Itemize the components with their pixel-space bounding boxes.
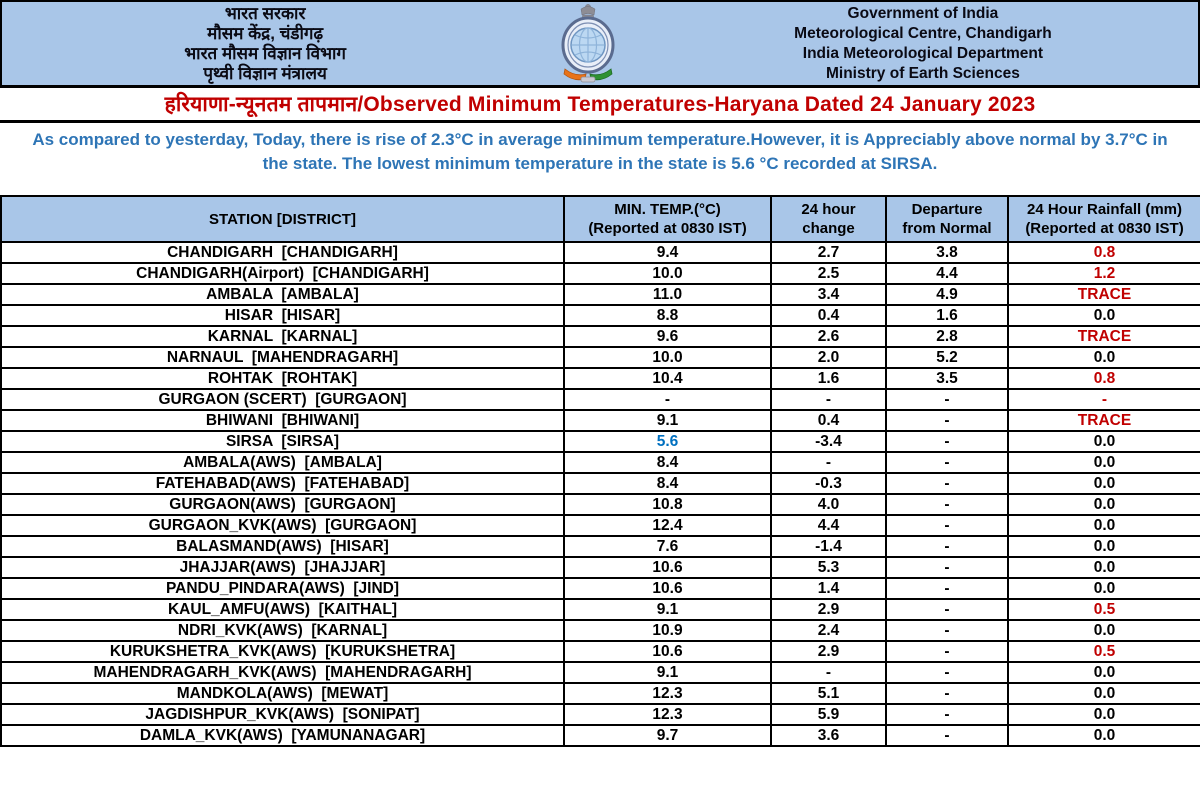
column-header-departure-line2: from Normal xyxy=(902,220,992,237)
departure-cell: - xyxy=(886,662,1008,683)
rainfall-cell: 0.0 xyxy=(1008,452,1200,473)
table-row xyxy=(1,620,1200,641)
rainfall-cell: 0.0 xyxy=(1008,347,1200,368)
min-temp-cell: 9.4 xyxy=(564,242,771,263)
station-cell: KARNAL [KARNAL] xyxy=(1,326,564,347)
min-temp-cell: 5.6 xyxy=(564,431,771,452)
station-cell: GURGAON_KVK(AWS) [GURGAON] xyxy=(1,515,564,536)
change-cell: 1.4 xyxy=(771,578,886,599)
min-temp-cell: 10.8 xyxy=(564,494,771,515)
rainfall-cell: - xyxy=(1008,389,1200,410)
change-cell: 2.9 xyxy=(771,599,886,620)
rainfall-cell: TRACE xyxy=(1008,410,1200,431)
min-temp-cell: 10.6 xyxy=(564,557,771,578)
station-cell: DAMLA_KVK(AWS) [YAMUNANAGAR] xyxy=(1,725,564,746)
departure-cell: - xyxy=(886,410,1008,431)
rainfall-cell: 0.0 xyxy=(1008,578,1200,599)
station-cell: GURGAON (SCERT) [GURGAON] xyxy=(1,389,564,410)
station-cell: MAHENDRAGARH_KVK(AWS) [MAHENDRAGARH] xyxy=(1,662,564,683)
rainfall-cell: 0.0 xyxy=(1008,515,1200,536)
column-header-departure xyxy=(886,196,1008,242)
departure-cell: - xyxy=(886,431,1008,452)
rainfall-cell: 0.0 xyxy=(1008,494,1200,515)
table-row xyxy=(1,641,1200,662)
table-header-row xyxy=(1,196,1200,242)
table-row xyxy=(1,431,1200,452)
departure-cell: - xyxy=(886,683,1008,704)
min-temp-cell: 8.8 xyxy=(564,305,771,326)
departure-cell: 5.2 xyxy=(886,347,1008,368)
rainfall-cell: 0.5 xyxy=(1008,599,1200,620)
change-cell: 5.9 xyxy=(771,704,886,725)
table-row xyxy=(1,515,1200,536)
table-row xyxy=(1,536,1200,557)
departure-cell: 3.8 xyxy=(886,242,1008,263)
min-temp-cell: 9.7 xyxy=(564,725,771,746)
bulletin-title xyxy=(0,88,1200,123)
station-cell: AMBALA [AMBALA] xyxy=(1,284,564,305)
rainfall-cell: 0.0 xyxy=(1008,662,1200,683)
table-body xyxy=(1,242,1200,746)
table-row xyxy=(1,578,1200,599)
departure-cell: - xyxy=(886,515,1008,536)
rainfall-cell: TRACE xyxy=(1008,284,1200,305)
station-cell: JAGDISHPUR_KVK(AWS) [SONIPAT] xyxy=(1,704,564,725)
min-temp-cell: 11.0 xyxy=(564,284,771,305)
departure-cell: 3.5 xyxy=(886,368,1008,389)
rainfall-cell: 0.5 xyxy=(1008,641,1200,662)
departure-cell: - xyxy=(886,641,1008,662)
hindi-line-ministry: पृथ्वी विज्ञान मंत्रालय xyxy=(203,63,327,83)
departure-cell: 4.9 xyxy=(886,284,1008,305)
column-header-min-temp xyxy=(564,196,771,242)
min-temp-cell: 10.6 xyxy=(564,641,771,662)
min-temp-cell: 12.3 xyxy=(564,704,771,725)
station-cell: GURGAON(AWS) [GURGAON] xyxy=(1,494,564,515)
min-temp-cell: 9.1 xyxy=(564,410,771,431)
rainfall-cell: 0.0 xyxy=(1008,431,1200,452)
station-cell: AMBALA(AWS) [AMBALA] xyxy=(1,452,564,473)
change-cell: -3.4 xyxy=(771,431,886,452)
table-row xyxy=(1,389,1200,410)
column-header-departure-line1: Departure xyxy=(911,201,983,218)
departure-cell: - xyxy=(886,578,1008,599)
rainfall-cell: 0.8 xyxy=(1008,242,1200,263)
table-row xyxy=(1,683,1200,704)
english-line-dept: India Meteorological Department xyxy=(802,44,1044,62)
bulletin-title-text: हरियाणा-न्यूनतम तापमान/Observed Minimum Temperatures-Haryana Dated 24 January 2023 xyxy=(164,93,1036,116)
departure-cell: - xyxy=(886,389,1008,410)
min-temp-cell: 8.4 xyxy=(564,452,771,473)
station-cell: SIRSA [SIRSA] xyxy=(1,431,564,452)
column-header-station-label: STATION [DISTRICT] xyxy=(209,210,356,228)
column-header-rainfall xyxy=(1008,196,1200,242)
table-row xyxy=(1,662,1200,683)
rainfall-cell: 0.0 xyxy=(1008,305,1200,326)
table-row xyxy=(1,242,1200,263)
station-cell: CHANDIGARH [CHANDIGARH] xyxy=(1,242,564,263)
change-cell: 5.3 xyxy=(771,557,886,578)
departure-cell: - xyxy=(886,452,1008,473)
rainfall-cell: 0.0 xyxy=(1008,683,1200,704)
rainfall-cell: 0.8 xyxy=(1008,368,1200,389)
station-cell: CHANDIGARH(Airport) [CHANDIGARH] xyxy=(1,263,564,284)
table-row xyxy=(1,347,1200,368)
rainfall-cell: 0.0 xyxy=(1008,473,1200,494)
imd-emblem-icon xyxy=(555,3,621,85)
column-header-min-temp-line1: MIN. TEMP.(°C) xyxy=(614,201,721,218)
station-cell: PANDU_PINDARA(AWS) [JIND] xyxy=(1,578,564,599)
rainfall-cell: 0.0 xyxy=(1008,536,1200,557)
table-row xyxy=(1,368,1200,389)
rainfall-cell: TRACE xyxy=(1008,326,1200,347)
min-temp-cell: 9.1 xyxy=(564,599,771,620)
hindi-line-govt: भारत सरकार xyxy=(224,3,306,23)
departure-cell: - xyxy=(886,557,1008,578)
table-row xyxy=(1,305,1200,326)
column-header-24h-change xyxy=(771,196,886,242)
min-temp-cell: 10.6 xyxy=(564,578,771,599)
station-cell: KURUKSHETRA_KVK(AWS) [KURUKSHETRA] xyxy=(1,641,564,662)
change-cell: 3.4 xyxy=(771,284,886,305)
change-cell: 2.9 xyxy=(771,641,886,662)
summary-text: As compared to yesterday, Today, there is rise of 2.3°C in average minimum temperature.However, it is Appreciably above normal by 3.7°C in the state. The lowest minimum temperature in the state is 5.6 °C recorded at SIRSA. xyxy=(32,130,1168,173)
table-header xyxy=(1,196,1200,242)
departure-cell: - xyxy=(886,725,1008,746)
column-header-24h-change-line2: change xyxy=(802,220,855,237)
table-row xyxy=(1,326,1200,347)
departure-cell: 1.6 xyxy=(886,305,1008,326)
change-cell: 1.6 xyxy=(771,368,886,389)
table-row xyxy=(1,410,1200,431)
min-temp-cell: 12.3 xyxy=(564,683,771,704)
departure-cell: - xyxy=(886,536,1008,557)
change-cell: 2.0 xyxy=(771,347,886,368)
table-row xyxy=(1,494,1200,515)
change-cell: 4.0 xyxy=(771,494,886,515)
table-row xyxy=(1,284,1200,305)
rainfall-cell: 1.2 xyxy=(1008,263,1200,284)
station-cell: MANDKOLA(AWS) [MEWAT] xyxy=(1,683,564,704)
departure-cell: - xyxy=(886,704,1008,725)
english-line-centre: Meteorological Centre, Chandigarh xyxy=(794,24,1052,42)
change-cell: - xyxy=(771,452,886,473)
min-temp-cell: 12.4 xyxy=(564,515,771,536)
change-cell: 3.6 xyxy=(771,725,886,746)
table-row xyxy=(1,473,1200,494)
table-row xyxy=(1,452,1200,473)
change-cell: - xyxy=(771,389,886,410)
min-temp-cell: 9.1 xyxy=(564,662,771,683)
column-header-station xyxy=(1,196,564,242)
rainfall-cell: 0.0 xyxy=(1008,725,1200,746)
min-temp-cell: 9.6 xyxy=(564,326,771,347)
summary-paragraph xyxy=(0,123,1200,195)
letterhead-english-block xyxy=(648,4,1198,84)
change-cell: 2.5 xyxy=(771,263,886,284)
departure-cell: - xyxy=(886,494,1008,515)
min-temp-cell: 10.9 xyxy=(564,620,771,641)
table-row xyxy=(1,557,1200,578)
rainfall-cell: 0.0 xyxy=(1008,620,1200,641)
change-cell: 0.4 xyxy=(771,305,886,326)
change-cell: -0.3 xyxy=(771,473,886,494)
station-cell: NDRI_KVK(AWS) [KARNAL] xyxy=(1,620,564,641)
station-cell: BALASMAND(AWS) [HISAR] xyxy=(1,536,564,557)
departure-cell: - xyxy=(886,473,1008,494)
change-cell: 4.4 xyxy=(771,515,886,536)
station-cell: FATEHABAD(AWS) [FATEHABAD] xyxy=(1,473,564,494)
min-temp-cell: 10.0 xyxy=(564,347,771,368)
letterhead-hindi-block xyxy=(2,4,528,84)
change-cell: 0.4 xyxy=(771,410,886,431)
station-cell: ROHTAK [ROHTAK] xyxy=(1,368,564,389)
station-cell: NARNAUL [MAHENDRAGARH] xyxy=(1,347,564,368)
column-header-24h-change-line1: 24 hour xyxy=(801,201,856,218)
temperature-table xyxy=(0,195,1200,747)
change-cell: 2.6 xyxy=(771,326,886,347)
station-cell: KAUL_AMFU(AWS) [KAITHAL] xyxy=(1,599,564,620)
rainfall-cell: 0.0 xyxy=(1008,557,1200,578)
imd-logo xyxy=(528,3,648,85)
departure-cell: 4.4 xyxy=(886,263,1008,284)
min-temp-cell: 10.0 xyxy=(564,263,771,284)
min-temp-cell: 7.6 xyxy=(564,536,771,557)
hindi-line-dept: भारत मौसम विज्ञान विभाग xyxy=(184,43,346,63)
departure-cell: - xyxy=(886,599,1008,620)
column-header-min-temp-line2: (Reported at 0830 IST) xyxy=(588,220,747,237)
column-header-rainfall-line2: (Reported at 0830 IST) xyxy=(1025,220,1184,237)
table-row xyxy=(1,263,1200,284)
column-header-rainfall-line1: 24 Hour Rainfall (mm) xyxy=(1026,201,1183,218)
station-cell: JHAJJAR(AWS) [JHAJJAR] xyxy=(1,557,564,578)
min-temp-cell: - xyxy=(564,389,771,410)
letterhead-banner xyxy=(0,0,1200,88)
hindi-line-centre: मौसम केंद्र, चंडीगढ़ xyxy=(207,23,324,43)
departure-cell: - xyxy=(886,620,1008,641)
table-row xyxy=(1,599,1200,620)
english-line-ministry: Ministry of Earth Sciences xyxy=(826,64,1020,82)
change-cell: 2.7 xyxy=(771,242,886,263)
rainfall-cell: 0.0 xyxy=(1008,704,1200,725)
table-row xyxy=(1,725,1200,746)
station-cell: HISAR [HISAR] xyxy=(1,305,564,326)
change-cell: - xyxy=(771,662,886,683)
change-cell: -1.4 xyxy=(771,536,886,557)
change-cell: 5.1 xyxy=(771,683,886,704)
change-cell: 2.4 xyxy=(771,620,886,641)
min-temp-cell: 10.4 xyxy=(564,368,771,389)
english-line-govt: Government of India xyxy=(847,4,999,22)
table-row xyxy=(1,704,1200,725)
departure-cell: 2.8 xyxy=(886,326,1008,347)
station-cell: BHIWANI [BHIWANI] xyxy=(1,410,564,431)
min-temp-cell: 8.4 xyxy=(564,473,771,494)
